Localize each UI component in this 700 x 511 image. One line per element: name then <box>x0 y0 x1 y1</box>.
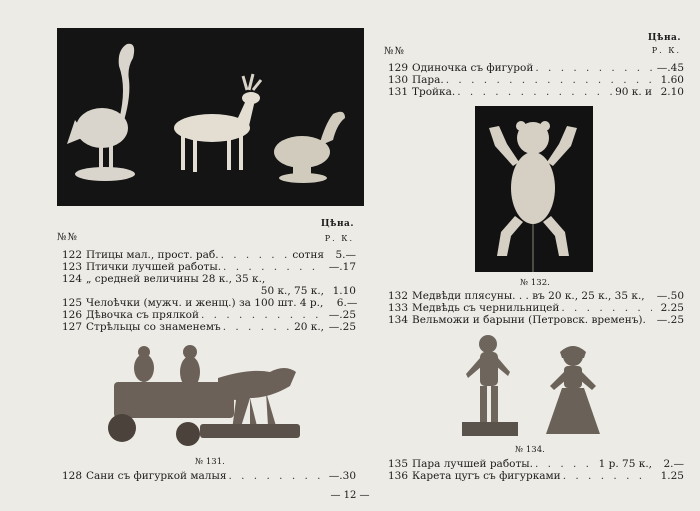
item-number: 130 <box>388 74 409 86</box>
item-description: „ средней величины 28 к., 35 к., <box>86 273 266 285</box>
caption-134: № 134. <box>515 445 545 455</box>
list-item-136 <box>388 470 684 482</box>
item-description: Дѣвочка съ прялкой <box>86 309 199 321</box>
item-description: Птички лучшей работы. <box>86 261 222 273</box>
item-mid: 20 к., <box>294 321 324 333</box>
photo-carved-animals <box>57 28 364 206</box>
left-units-header: Р. К. <box>324 234 354 243</box>
item-price: 2.— <box>663 458 684 470</box>
item-number: 135 <box>388 458 409 470</box>
page-number: — 12 — <box>330 490 370 501</box>
list-item-124-cont <box>62 285 356 297</box>
left-numbers-header: №№ <box>57 232 78 243</box>
photo-nobleman-figure <box>456 332 522 444</box>
list-item-135 <box>388 458 684 470</box>
item-price: —.25 <box>656 314 684 326</box>
item-mid: 1 р. 75 к., <box>598 458 652 470</box>
right-units-header: Р. К. <box>651 46 681 55</box>
item-description: 50 к., 75 к., <box>260 285 324 297</box>
item-description: Сани съ фигуркой малыя <box>86 470 227 482</box>
item-number: 128 <box>62 470 83 482</box>
item-price: —.25 <box>328 321 356 333</box>
dot-leader <box>221 261 324 273</box>
list-item-122 <box>62 249 356 261</box>
sleigh-illustration <box>100 338 306 450</box>
item-price: —.17 <box>328 261 356 273</box>
dot-leader <box>221 321 294 333</box>
item-description: Вельможи и барыни (Петровск. временъ). <box>412 314 646 326</box>
item-price: 6.— <box>336 297 358 309</box>
dot-leader <box>533 62 652 74</box>
item-number: 126 <box>62 309 83 321</box>
photo-sleigh-figure <box>100 338 306 450</box>
photo-noblewoman-figure <box>540 342 606 440</box>
item-price: —.45 <box>656 62 684 74</box>
item-number: 132 <box>388 290 409 302</box>
item-mid: 90 к. и <box>615 86 652 98</box>
item-price: —.25 <box>328 309 356 321</box>
dot-leader <box>226 470 324 482</box>
item-number: 134 <box>388 314 409 326</box>
list-item-128 <box>62 470 356 482</box>
bear-illustration <box>475 106 593 272</box>
caption-131: № 131. <box>195 457 225 467</box>
dot-leader <box>561 470 652 482</box>
item-number: 122 <box>62 249 83 261</box>
list-item-124 <box>62 273 356 285</box>
item-price: —.50 <box>656 290 684 302</box>
item-description: Пара. <box>412 74 444 86</box>
item-number: 127 <box>62 321 83 333</box>
item-number: 131 <box>388 86 409 98</box>
item-price: 1.10 <box>332 285 356 297</box>
dot-leader <box>199 309 324 321</box>
list-item-130 <box>388 74 684 86</box>
right-numbers-header: №№ <box>384 46 405 57</box>
list-item-129 <box>388 62 684 74</box>
item-number <box>62 285 86 297</box>
item-number: 129 <box>388 62 409 74</box>
item-description: Пара лучшей работы. <box>412 458 533 470</box>
list-item-125 <box>62 297 356 309</box>
noblewoman-illustration <box>540 342 606 440</box>
item-description: Одиночка съ фигурой <box>412 62 534 74</box>
item-description: Карета цугъ съ фигурками <box>412 470 561 482</box>
item-number: 123 <box>62 261 83 273</box>
item-price: —.30 <box>328 470 356 482</box>
list-item-127 <box>62 321 356 333</box>
item-description: Тройка. <box>412 86 456 98</box>
nobleman-illustration <box>456 332 522 444</box>
item-price: 5.— <box>335 249 356 261</box>
right-price-header: Цѣна. <box>647 33 681 43</box>
item-price: 2.10 <box>660 86 684 98</box>
list-item-133 <box>388 302 684 314</box>
item-description: Медвѣди плясуны. . . въ 20 к., 25 к., 35 к., <box>412 290 645 302</box>
item-price: 2.25 <box>660 302 684 314</box>
dot-leader <box>444 74 652 86</box>
item-mid: сотня <box>292 249 324 261</box>
item-description: Стрѣльцы со знаменемъ <box>86 321 221 333</box>
caption-132: № 132. <box>520 278 550 288</box>
left-price-header: Цѣна. <box>320 219 354 229</box>
list-item-123 <box>62 261 356 273</box>
dot-leader <box>219 249 293 261</box>
dot-leader <box>455 86 615 98</box>
item-number: 124 <box>62 273 83 285</box>
dot-leader <box>533 458 599 470</box>
list-item-131 <box>388 86 684 98</box>
animals-illustration <box>57 28 364 206</box>
photo-dancing-bear <box>475 106 593 272</box>
dot-leader <box>559 302 652 314</box>
item-description: Птицы мал., прост. раб. <box>86 249 219 261</box>
item-price: 1.60 <box>660 74 684 86</box>
item-description: Медвѣдь съ чернильницей <box>412 302 560 314</box>
item-number: 125 <box>62 297 83 309</box>
item-number: 133 <box>388 302 409 314</box>
list-item-134 <box>388 314 684 326</box>
item-price: 1.25 <box>660 470 684 482</box>
item-number: 136 <box>388 470 409 482</box>
list-item-126 <box>62 309 356 321</box>
item-description: Челоѣчки (мужч. и женщ.) за 100 шт. 4 р., <box>86 297 324 309</box>
list-item-132 <box>388 290 684 302</box>
